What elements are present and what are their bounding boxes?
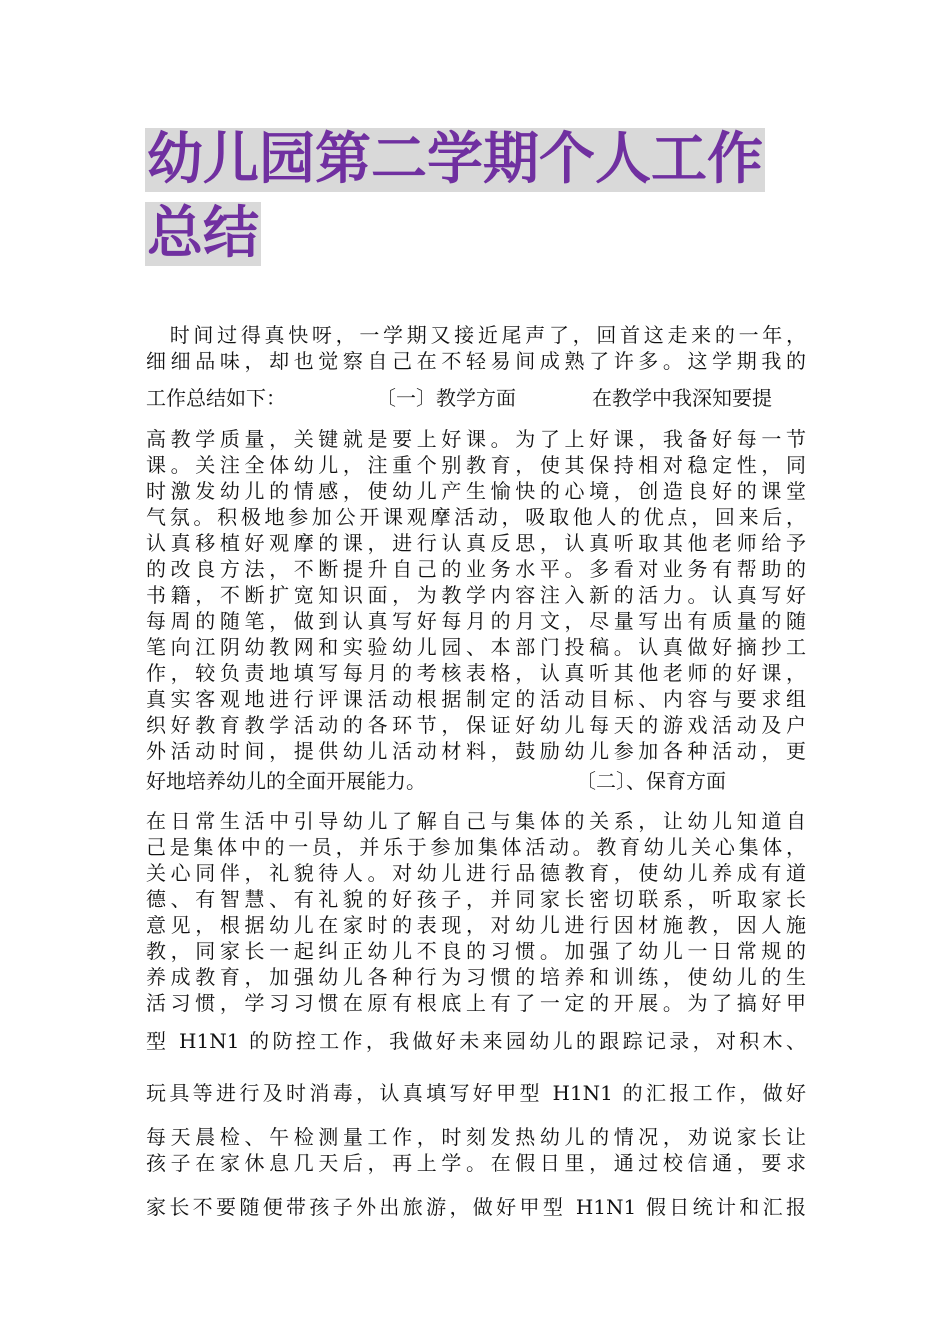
body-line: 每天晨检、午检测量工作，时刻发热幼儿的情况，劝说家长让 [146,1125,806,1149]
body-line: 每周的随笔，做到认真写好每月的月文，尽量写出有质量的随 [146,609,806,633]
body-line: 认真移植好观摩的课，进行认真反思，认真听取其他老师给予 [146,531,806,555]
body-line: 教，同家长一起纠正幼儿不良的习惯。加强了幼儿一日常规的 [146,939,806,963]
body-line: 家长不要随便带孩子外出旅游，做好甲型 H1N1 假日统计和汇报 [146,1195,806,1219]
body-line: 书籍，不断扩宽知识面，为教学内容注入新的活力。认真写好 [146,583,806,607]
body-text: 好地培养幼儿的全面开展能力。 [146,769,426,793]
body-line: 课。关注全体幼儿，注重个别教育，使其保持相对稳定性，同 [146,453,806,477]
section-heading-teaching: 〔一〕教学方面 [376,386,516,410]
body-text: 工作总结如下： [146,386,286,410]
body-line: 时激发幼儿的情感，使幼儿产生愉快的心境，创造良好的课堂 [146,479,806,503]
body-line: 外活动时间，提供幼儿活动材料，鼓励幼儿参加各种活动，更 [146,739,806,763]
body-line: 时间过得真快呀，一学期又接近尾声了，回首这走来的一年， [146,323,806,347]
body-line: 真实客观地进行评课活动根据制定的活动目标、内容与要求组 [146,687,806,711]
document-title-line-1: 幼儿园第二学期个人工作 [147,127,763,192]
section-heading-care: 〔二〕、保育方面 [576,769,726,793]
body-line: 的改良方法，不断提升自己的业务水平。多看对业务有帮助的 [146,557,806,581]
body-line: 气氛。积极地参加公开课观摩活动，吸取他人的优点，回来后， [146,505,806,529]
body-line: 织好教育教学活动的各环节，保证好幼儿每天的游戏活动及户 [146,713,806,737]
body-line: 养成教育，加强幼儿各种行为习惯的培养和训练，使幼儿的生 [146,965,806,989]
body-text: 在教学中我深知要提 [592,386,772,410]
body-line: 关心同伴，礼貌待人。对幼儿进行品德教育，使幼儿养成有道 [146,861,806,885]
document-title-line-2: 总结 [147,201,259,266]
body-line: 在日常生活中引导幼儿了解自己与集体的关系，让幼儿知道自 [146,809,806,833]
body-line: 孩子在家休息几天后，再上学。在假日里，通过校信通，要求 [146,1151,806,1175]
body-line: 意见，根据幼儿在家时的表现，对幼儿进行因材施教，因人施 [146,913,806,937]
body-line: 己是集体中的一员，并乐于参加集体活动。教育幼儿关心集体， [146,835,806,859]
body-line: 高教学质量，关键就是要上好课。为了上好课，我备好每一节 [146,427,806,451]
body-line: 笔向江阴幼教网和实验幼儿园、本部门投稿。认真做好摘抄工 [146,635,806,659]
body-line: 型 H1N1 的防控工作，我做好未来园幼儿的跟踪记录，对积木、 [146,1029,806,1053]
body-line: 德、有智慧、有礼貌的好孩子，并同家长密切联系，听取家长 [146,887,806,911]
body-line: 细细品味，却也觉察自己在不轻易间成熟了许多。这学期我的 [146,349,806,373]
body-line: 玩具等进行及时消毒，认真填写好甲型 H1N1 的汇报工作，做好 [146,1081,806,1105]
body-line: 活习惯，学习习惯在原有根底上有了一定的开展。为了搞好甲 [146,991,806,1015]
body-line: 作，较负责地填写每月的考核表格，认真听其他老师的好课， [146,661,806,685]
